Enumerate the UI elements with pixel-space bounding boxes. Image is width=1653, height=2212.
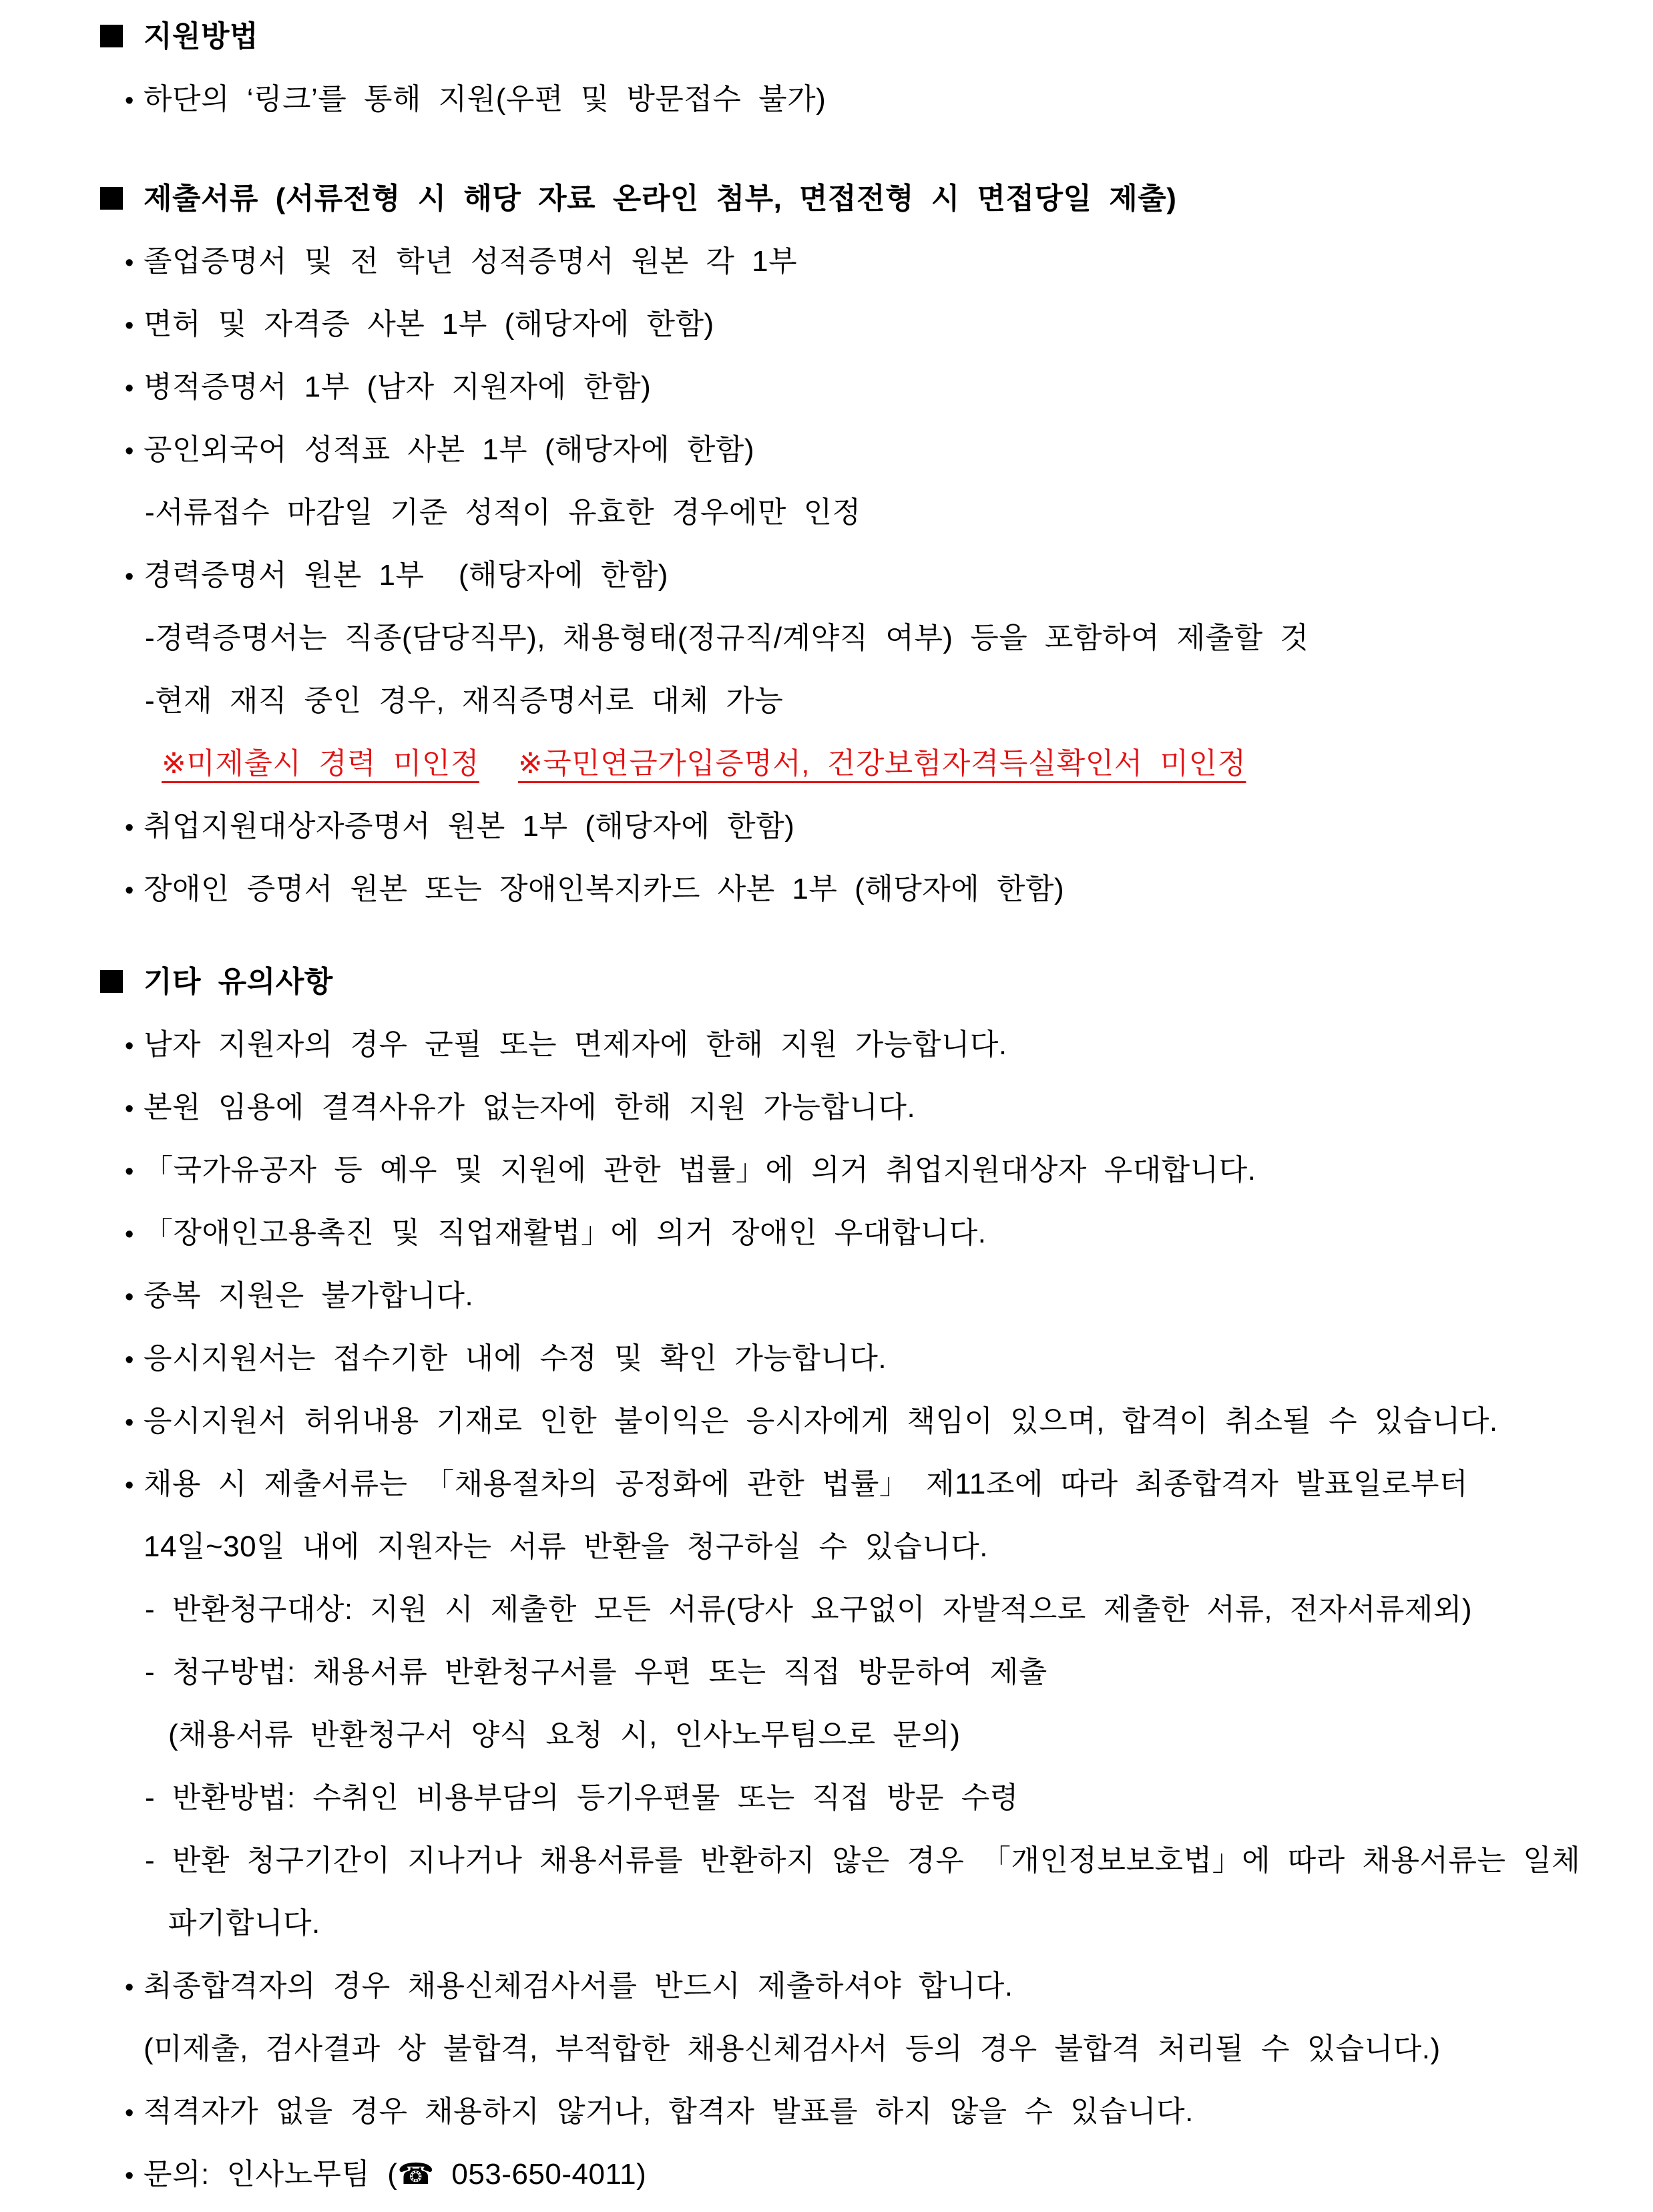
line-text: - 반환청구대상: 지원 시 제출한 모든 서류(당사 요구없이 자발적으로 제출한 서류, 전자서류제외): [145, 1593, 1473, 1626]
bullet-dot-icon: •: [125, 1283, 134, 1311]
section-required-documents-lines: [0, 230, 1653, 921]
line-text: 면허 및 자격증 사본 1부 (해당자에 한함): [144, 308, 714, 341]
line-text: - 반환방법: 수취인 비용부담의 등기우편물 또는 직접 방문 수령: [145, 1781, 1019, 1814]
line-text: 응시지원서 허위내용 기재로 인한 불이익은 응시자에게 책임이 있으며, 합격이 취소될 수 있습니다.: [144, 1405, 1498, 1437]
line-text: -서류접수 마감일 기준 성적이 유효한 경우에만 인정: [145, 496, 861, 529]
line-text: 공인외국어 성적표 사본 1부 (해당자에 한함): [144, 433, 754, 466]
section-title-apply-method: [0, 5, 1653, 68]
line-text: 남자 지원자의 경우 군필 또는 면제자에 한해 지원 가능합니다.: [144, 1028, 1007, 1061]
bullet-dot-icon: •: [125, 563, 134, 591]
section-apply-method: [0, 5, 1653, 131]
list-item: [0, 1453, 1653, 1516]
continuation-line: [0, 2018, 1653, 2080]
list-item: [0, 1390, 1653, 1453]
bullet-dot-icon: •: [125, 87, 134, 115]
section-title-required-documents: [0, 168, 1653, 230]
section-title-text: 지원방법: [144, 20, 259, 53]
section-title-text: 제출서류 (서류전형 시 해당 자료 온라인 첨부, 면접전형 시 면접당일 제출): [144, 182, 1177, 215]
section-other-notices: [0, 951, 1653, 2206]
sub-list-item: [0, 1641, 1653, 1704]
bullet-dot-icon: •: [125, 1472, 134, 1500]
line-text: 14일~30일 내에 지원자는 서류 반환을 청구하실 수 있습니다.: [144, 1530, 988, 1563]
continuation-line: [0, 1892, 1653, 1955]
bullet-dot-icon: •: [125, 1158, 134, 1186]
line-text: (채용서류 반환청구서 양식 요청 시, 인사노무팀으로 문의): [168, 1719, 961, 1751]
line-text: 장애인 증명서 원본 또는 장애인복지카드 사본 1부 (해당자에 한함): [144, 873, 1065, 905]
sub-list-item: [0, 481, 1653, 544]
list-item: [0, 1202, 1653, 1265]
bullet-dot-icon: •: [125, 2099, 134, 2127]
black-square-icon: [100, 970, 123, 993]
line-text: (미제출, 검사결과 상 불합격, 부적합한 채용신체검사서 등의 경우 불합격 처리될 수 있습니다.): [144, 2032, 1441, 2065]
list-item: [0, 544, 1653, 607]
sub-list-item: [0, 1767, 1653, 1829]
bullet-dot-icon: •: [125, 312, 134, 340]
section-required-documents: [0, 168, 1653, 921]
list-item: [0, 1265, 1653, 1327]
line-text: 졸업증명서 및 전 학년 성적증명서 원본 각 1부: [144, 245, 798, 278]
continuation-line: [0, 1516, 1653, 1578]
list-item: [0, 293, 1653, 356]
bullet-dot-icon: •: [125, 877, 134, 905]
black-square-icon: [100, 25, 123, 47]
line-text: 하단의 ‘링크’를 통해 지원(우편 및 방문접수 불가): [144, 83, 826, 116]
list-item: [0, 795, 1653, 858]
sub-list-item: [0, 670, 1653, 732]
line-text: - 반환 청구기간이 지나거나 채용서류를 반환하지 않은 경우 「개인정보보호법」에 따라 채용서류는 일체: [145, 1844, 1581, 1877]
line-text: 「장애인고용촉진 및 직업재활법」에 의거 장애인 우대합니다.: [144, 1216, 987, 1249]
line-text: 본원 임용에 결격사유가 없는자에 한해 지원 가능합니다.: [144, 1091, 916, 1124]
line-text: 응시지원서는 접수기한 내에 수정 및 확인 가능합니다.: [144, 1342, 887, 1375]
bullet-dot-icon: •: [125, 437, 134, 465]
section-title-text: 기타 유의사항: [144, 965, 333, 998]
list-item: [0, 1955, 1653, 2018]
list-item: [0, 356, 1653, 419]
continuation-line: [0, 1704, 1653, 1767]
list-item: [0, 1076, 1653, 1139]
bullet-dot-icon: •: [125, 1974, 134, 2002]
sub-list-item: [0, 607, 1653, 670]
list-item: [0, 2080, 1653, 2143]
red-warning-note: [0, 732, 1653, 795]
bullet-dot-icon: •: [125, 1346, 134, 1374]
line-text: 파기합니다.: [168, 1907, 320, 1940]
sub-list-item: [0, 1578, 1653, 1641]
line-text: 「국가유공자 등 예우 및 지원에 관한 법률」에 의거 취업지원대상자 우대합니다.: [144, 1154, 1256, 1186]
line-text: 중복 지원은 불가합니다.: [144, 1279, 474, 1312]
bullet-dot-icon: •: [125, 1095, 134, 1123]
bullet-dot-icon: •: [125, 1409, 134, 1437]
list-item: [0, 1327, 1653, 1390]
list-item: [0, 1014, 1653, 1076]
list-item: [0, 419, 1653, 481]
section-other-notices-lines: [0, 1014, 1653, 2206]
list-item: [0, 1139, 1653, 1202]
line-text: 경력증명서 원본 1부 (해당자에 한함): [144, 559, 668, 592]
line-text: 병적증명서 1부 (남자 지원자에 한함): [144, 371, 652, 403]
list-item: [0, 2143, 1653, 2206]
list-item: [0, 858, 1653, 921]
section-apply-method-lines: [0, 68, 1653, 131]
line-text: 최종합격자의 경우 채용신체검사서를 반드시 제출하셔야 합니다.: [144, 1970, 1013, 2002]
red-warning-segment: ※국민연금가입증명서, 건강보험자격득실확인서 미인정: [517, 747, 1246, 780]
bullet-dot-icon: •: [125, 1032, 134, 1060]
line-text: -경력증명서는 직종(담당직무), 채용형태(정규직/계약직 여부) 등을 포함하여 제출할 것: [145, 622, 1309, 654]
section-title-other-notices: [0, 951, 1653, 1014]
red-warning-segment: ※미제출시 경력 미인정: [162, 747, 479, 780]
line-text: 문의: 인사노무팀 (☎ 053-650-4011): [144, 2158, 647, 2191]
line-text: -현재 재직 중인 경우, 재직증명서로 대체 가능: [145, 684, 784, 717]
bullet-dot-icon: •: [125, 375, 134, 403]
sub-list-item: [0, 1829, 1653, 1892]
bullet-dot-icon: •: [125, 249, 134, 277]
bullet-dot-icon: •: [125, 1221, 134, 1249]
line-text: - 청구방법: 채용서류 반환청구서를 우편 또는 직접 방문하여 제출: [145, 1656, 1047, 1689]
list-item: [0, 230, 1653, 293]
line-text: 취업지원대상자증명서 원본 1부 (해당자에 한함): [144, 810, 795, 843]
bullet-dot-icon: •: [125, 814, 134, 842]
list-item: [0, 68, 1653, 131]
black-square-icon: [100, 187, 123, 210]
bullet-dot-icon: •: [125, 2162, 134, 2190]
line-text: 채용 시 제출서류는 「채용절차의 공정화에 관한 법률」 제11조에 따라 최종합격자 발표일로부터: [144, 1468, 1469, 1500]
line-text: 적격자가 없을 경우 채용하지 않거나, 합격자 발표를 하지 않을 수 있습니다.: [144, 2095, 1194, 2128]
